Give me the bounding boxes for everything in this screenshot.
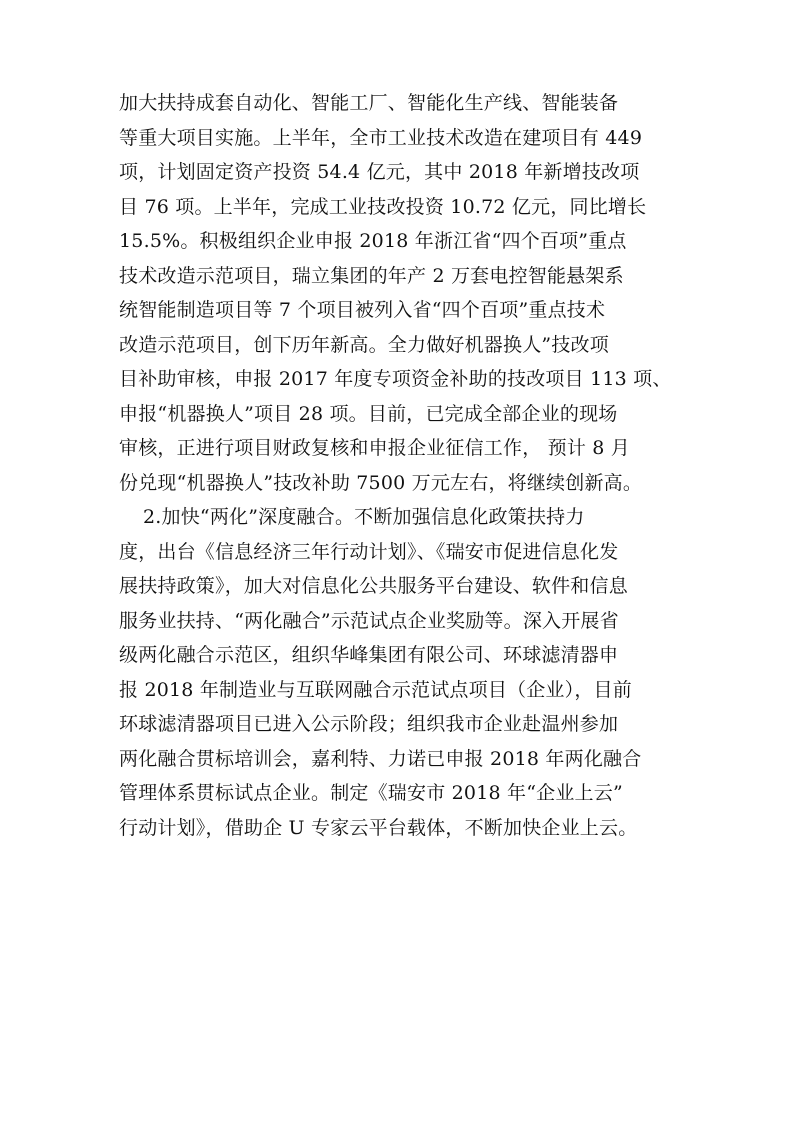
text-line: 统智能制造项目等 7 个项目被列入省“四个百项”重点技术 [119,299,606,321]
text-line: 审核，正进行项目财政复核和申报企业征信工作， 预计 8 月 [119,437,631,459]
text-line: 级两化融合示范区，组织华峰集团有限公司、环球滤清器申 [119,644,619,666]
text-line: 份兑现“机器换人”技改补助 7500 万元左右，将继续创新高。 [119,471,643,494]
text-line: 改造示范项目，创下历年新高。全力做好机器换人”技改项 [119,333,609,356]
text-line: 15.5%。积极组织企业申报 2018 年浙江省“四个百项”重点 [119,230,627,252]
text-line: 报 2018 年制造业与互联网融合示范试点项目（企业），目前 [119,678,632,701]
text-line: 目补助审核，申报 2017 年度专项资金补助的技改项目 113 项、 [119,368,672,390]
text-line: 目 76 项。上半年，完成工业技改投资 10.72 亿元，同比增长 [119,195,647,218]
text-line: 加大扶持成套自动化、智能工厂、智能化生产线、智能装备 [119,92,619,114]
body-text [119,86,679,845]
text-line: 两化融合贯标培训会，嘉利特、力诺已申报 2018 年两化融合 [119,747,642,770]
text-line: 服务业扶持、“两化融合”示范试点企业奖励等。深入开展省 [119,609,619,632]
text-line: 管理体系贯标试点企业。制定《瑞安市 2018 年“企业上云” [119,782,623,804]
text-line: 行动计划》，借助企 U 专家云平台载体，不断加快企业上云。 [119,816,638,839]
text-line: 项，计划固定资产投资 54.4 亿元，其中 2018 年新增技改项 [119,161,640,183]
text-line: 展扶持政策》，加大对信息化公共服务平台建设、软件和信息 [119,575,628,597]
text-line: 等重大项目实施。上半年，全市工业技术改造在建项目有 449 [119,126,643,149]
text-line: 环球滤清器项目已进入公示阶段；组织我市企业赴温州参加 [119,713,619,735]
text-line: 技术改造示范项目，瑞立集团的年产 2 万套电控智能悬架系 [119,264,624,287]
section-heading-line: 2.加快“两化”深度融合。不断加强信息化政策扶持力 [143,506,585,528]
text-line: 度，出台《信息经济三年行动计划》、《瑞安市促进信息化发 [119,540,619,563]
text-line: 申报“机器换人”项目 28 项。目前，已完成全部企业的现场 [119,402,618,425]
